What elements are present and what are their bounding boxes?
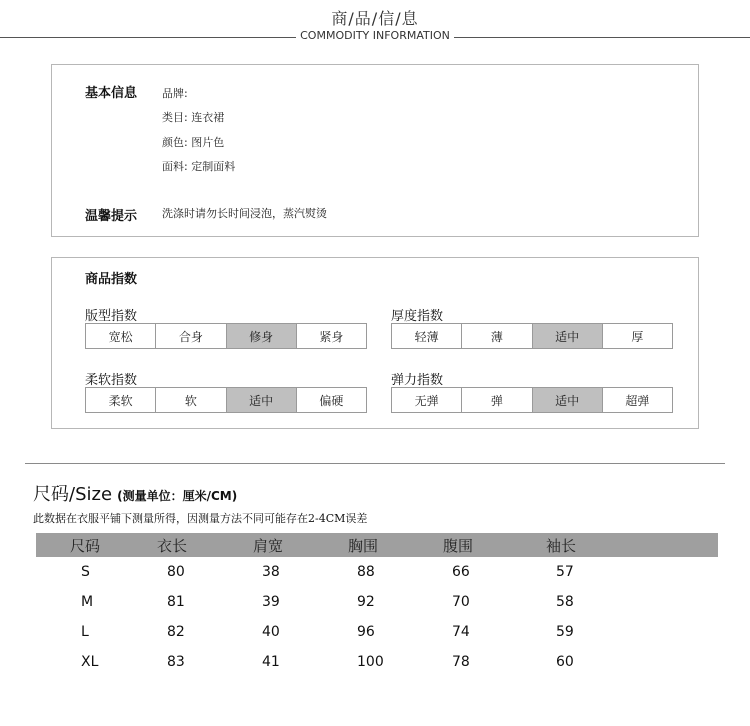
field-color-key: 颜色: bbox=[162, 136, 188, 149]
fit-option-selected: 修身 bbox=[227, 324, 297, 348]
col-header-size: 尺码 bbox=[70, 537, 101, 555]
field-color bbox=[162, 134, 224, 150]
size-heading bbox=[33, 480, 237, 506]
cell-shoulder: 41 bbox=[262, 654, 280, 670]
field-category bbox=[162, 109, 224, 125]
section-title-en-text: COMMODITY INFORMATION bbox=[296, 29, 454, 42]
field-fabric bbox=[162, 158, 235, 174]
cell-sleeve: 60 bbox=[556, 654, 574, 670]
table-row bbox=[36, 624, 718, 646]
thickness-option: 薄 bbox=[462, 324, 532, 348]
basic-info-label: 基本信息 bbox=[85, 86, 138, 101]
thickness-index-scale bbox=[391, 323, 673, 349]
cell-shoulder: 40 bbox=[262, 624, 280, 640]
elasticity-index-label: 弹力指数 bbox=[391, 373, 444, 388]
fit-index-label: 版型指数 bbox=[85, 309, 138, 324]
fit-index-scale bbox=[85, 323, 367, 349]
size-unit: (测量单位：厘米/CM) bbox=[117, 489, 238, 503]
softness-option: 柔软 bbox=[86, 388, 156, 412]
thickness-option: 轻薄 bbox=[392, 324, 462, 348]
table-row bbox=[36, 594, 718, 616]
cell-length: 81 bbox=[167, 594, 185, 610]
elasticity-option: 超弹 bbox=[625, 393, 650, 408]
cell-sleeve: 58 bbox=[556, 594, 574, 610]
cell-length: 82 bbox=[167, 624, 185, 640]
size-title: 尺码/Size bbox=[33, 484, 113, 505]
basic-info-panel bbox=[51, 64, 699, 237]
field-color-value: 图片色 bbox=[191, 136, 225, 149]
cell-bust: 88 bbox=[357, 564, 375, 580]
cell-size: L bbox=[81, 624, 89, 640]
care-tip-text: 洗涤时请勿长时间浸泡，蒸汽熨烫 bbox=[162, 207, 327, 220]
softness-option: 软 bbox=[156, 388, 226, 412]
section-title-cn: 商/品/信/息 bbox=[331, 9, 419, 28]
cell-waist: 66 bbox=[452, 564, 470, 580]
col-header-sleeve: 袖长 bbox=[546, 537, 577, 555]
field-fabric-key: 面料: bbox=[162, 160, 188, 173]
cell-waist: 74 bbox=[452, 624, 470, 640]
cell-length: 83 bbox=[167, 654, 185, 670]
size-note: 此数据在衣服平铺下测量所得，因测量方法不同可能存在2-4CM误差 bbox=[33, 512, 368, 525]
elasticity-option-selected: 适中 bbox=[533, 388, 603, 412]
field-fabric-value: 定制面料 bbox=[191, 160, 236, 173]
cell-sleeve: 59 bbox=[556, 624, 574, 640]
fit-option: 紧身 bbox=[319, 329, 344, 344]
cell-size: XL bbox=[81, 654, 99, 670]
fit-option: 宽松 bbox=[86, 324, 156, 348]
cell-waist: 70 bbox=[452, 594, 470, 610]
cell-shoulder: 38 bbox=[262, 564, 280, 580]
thickness-option: 厚 bbox=[631, 329, 644, 344]
cell-size: S bbox=[81, 564, 90, 580]
field-category-key: 类目: bbox=[162, 111, 188, 124]
elasticity-option: 弹 bbox=[462, 388, 532, 412]
table-row bbox=[36, 564, 718, 586]
cell-waist: 78 bbox=[452, 654, 470, 670]
care-tip-label: 温馨提示 bbox=[85, 209, 138, 224]
softness-option: 偏硬 bbox=[319, 393, 344, 408]
elasticity-index-scale bbox=[391, 387, 673, 413]
cell-shoulder: 39 bbox=[262, 594, 280, 610]
field-category-value: 连衣裙 bbox=[191, 111, 225, 124]
section-divider bbox=[25, 463, 725, 464]
size-table-header bbox=[36, 533, 718, 557]
cell-sleeve: 57 bbox=[556, 564, 574, 580]
field-brand bbox=[162, 85, 188, 101]
product-index-title: 商品指数 bbox=[85, 272, 138, 287]
softness-index-label: 柔软指数 bbox=[85, 373, 138, 388]
cell-size: M bbox=[81, 594, 94, 610]
softness-option-selected: 适中 bbox=[227, 388, 297, 412]
cell-bust: 96 bbox=[357, 624, 375, 640]
product-index-panel bbox=[51, 257, 699, 429]
col-header-waist: 腹围 bbox=[443, 537, 474, 555]
thickness-index-label: 厚度指数 bbox=[391, 309, 444, 324]
col-header-bust: 胸围 bbox=[348, 537, 379, 555]
section-title-en bbox=[0, 29, 750, 42]
field-brand-key: 品牌: bbox=[162, 87, 188, 100]
elasticity-option: 无弹 bbox=[392, 388, 462, 412]
cell-bust: 100 bbox=[357, 654, 384, 670]
col-header-shoulder: 肩宽 bbox=[253, 537, 284, 555]
softness-index-scale bbox=[85, 387, 367, 413]
cell-length: 80 bbox=[167, 564, 185, 580]
table-row bbox=[36, 654, 718, 676]
cell-bust: 92 bbox=[357, 594, 375, 610]
fit-option: 合身 bbox=[156, 324, 226, 348]
thickness-option-selected: 适中 bbox=[533, 324, 603, 348]
col-header-length: 衣长 bbox=[157, 537, 188, 555]
